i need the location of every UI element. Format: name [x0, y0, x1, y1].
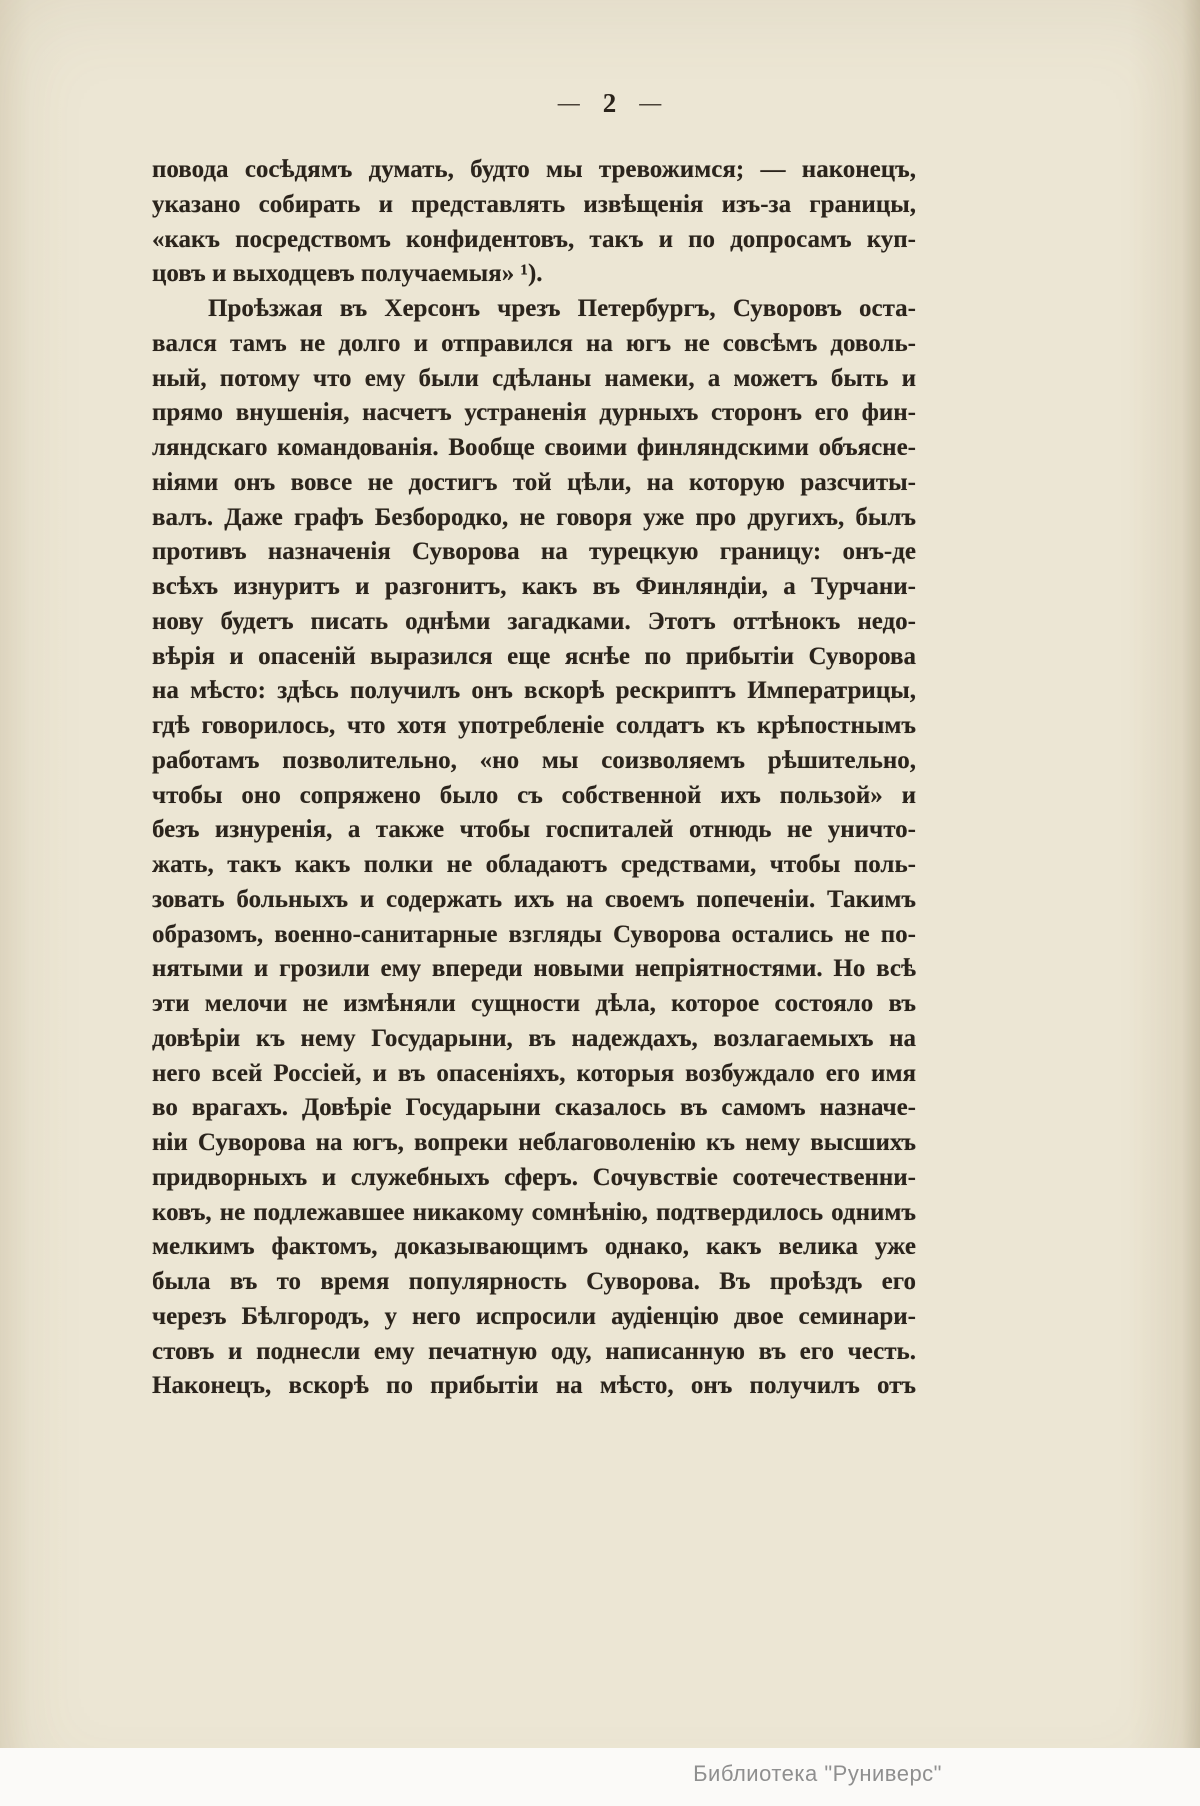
text-line: ковъ, не подлежавшее никакому сомнѣнію, подтвердилось однимъ	[152, 1198, 916, 1226]
text-line: цовъ и выходцевъ получаемыя» ¹).	[152, 260, 543, 288]
text-line: на мѣсто: здѣсь получилъ онъ вскорѣ рескриптъ Императрицы,	[152, 677, 916, 705]
text-line: черезъ Бѣлгородъ, у него испросили аудіенцію двое семинари-	[152, 1302, 916, 1330]
text-line: мелкимъ фактомъ, доказывающимъ однако, какъ велика уже	[152, 1233, 916, 1261]
text-line: него всей Россіей, и въ опасеніяхъ, которыя возбуждало его имя	[152, 1059, 916, 1087]
text-line: ляндскаго командованія. Вообще своими финляндскими объясне-	[152, 434, 916, 461]
text-line: придворныхъ и служебныхъ сферъ. Сочувствіе соотечественни-	[152, 1163, 916, 1191]
text-line: эти мелочи не измѣняли сущности дѣла, которое состояло въ	[152, 990, 916, 1017]
page-number: 2	[602, 88, 618, 118]
text-line: вѣрія и опасеній выразился еще яснѣе по прибытіи Суворова	[152, 642, 916, 670]
text-line: повода сосѣдямъ думать, будто мы тревожимся; — наконецъ,	[152, 156, 916, 183]
text-line: ный, потому что ему были сдѣланы намеки, а можетъ быть и	[152, 364, 916, 392]
text-line: всѣхъ изнуритъ и разгонитъ, какъ въ Финляндіи, а Турчани-	[152, 573, 916, 600]
text-line: вался тамъ не долго и отправился на югъ не совсѣмъ доволь-	[152, 329, 916, 357]
text-line: Проѣзжая въ Херсонъ чрезъ Петербургъ, Суворовъ оста-	[208, 295, 916, 322]
text-line: указано собирать и представлять извѣщенія изъ-за границы,	[152, 190, 916, 218]
text-line: ніи Суворова на югъ, вопреки неблаговоленію къ нему высшихъ	[152, 1129, 916, 1156]
text-line: стовъ и поднесли ему печатную оду, написанную въ его честь.	[152, 1337, 916, 1365]
scan-footer-strip	[0, 1748, 1200, 1806]
text-line: валъ. Даже графъ Безбородко, не говоря уже про другихъ, былъ	[152, 503, 916, 531]
text-line: работамъ позволительно, «но мы соизволяемъ рѣшительно,	[152, 746, 916, 774]
text-line: «какъ посредствомъ конфидентовъ, такъ и по допросамъ куп-	[152, 225, 916, 253]
text-line: была въ то время популярность Суворова. Въ проѣздъ его	[152, 1268, 916, 1295]
text-line: во врагахъ. Довѣріе Государыни сказалось въ самомъ назначе-	[152, 1094, 916, 1122]
header-right-ornament: —	[639, 90, 663, 115]
paragraph	[152, 153, 916, 292]
page-header	[0, 88, 1068, 119]
text-block	[152, 153, 916, 1404]
header-left-ornament: —	[557, 90, 581, 115]
text-line: чтобы оно сопряжено было съ собственной ихъ пользой» и	[152, 781, 916, 809]
paragraph	[152, 292, 916, 1404]
text-line: образомъ, военно-санитарные взгляды Суворова остались не по-	[152, 920, 916, 948]
text-line: нятыми и грозили ему впереди новыми непріятностями. Но всѣ	[152, 955, 916, 983]
text-line: противъ назначенія Суворова на турецкую границу: онъ-де	[152, 538, 916, 566]
text-line: гдѣ говорилось, что хотя употребленіе солдатъ къ крѣпостнымъ	[152, 712, 916, 739]
text-line: прямо внушенія, насчетъ устраненія дурныхъ сторонъ его фин-	[152, 399, 916, 427]
text-line: жать, такъ какъ полки не обладаютъ средствами, чтобы поль-	[152, 851, 916, 878]
text-line: ніями онъ вовсе не достигъ той цѣли, на которую разсчиты-	[152, 468, 916, 496]
text-line: зовать больныхъ и содержать ихъ на своемъ попеченіи. Такимъ	[152, 885, 916, 913]
library-watermark: Библиотека "Руниверс"	[693, 1761, 942, 1786]
text-line: довѣріи къ нему Государыни, въ надеждахъ, возлагаемыхъ на	[152, 1024, 916, 1052]
text-line: Наконецъ, вскорѣ по прибытіи на мѣсто, онъ получилъ отъ	[152, 1372, 916, 1400]
text-line: нову будетъ писать однѣми загадками. Этотъ оттѣнокъ недо-	[152, 607, 916, 635]
text-line: безъ изнуренія, а также чтобы госпиталей отнюдь не уничто-	[152, 816, 916, 844]
